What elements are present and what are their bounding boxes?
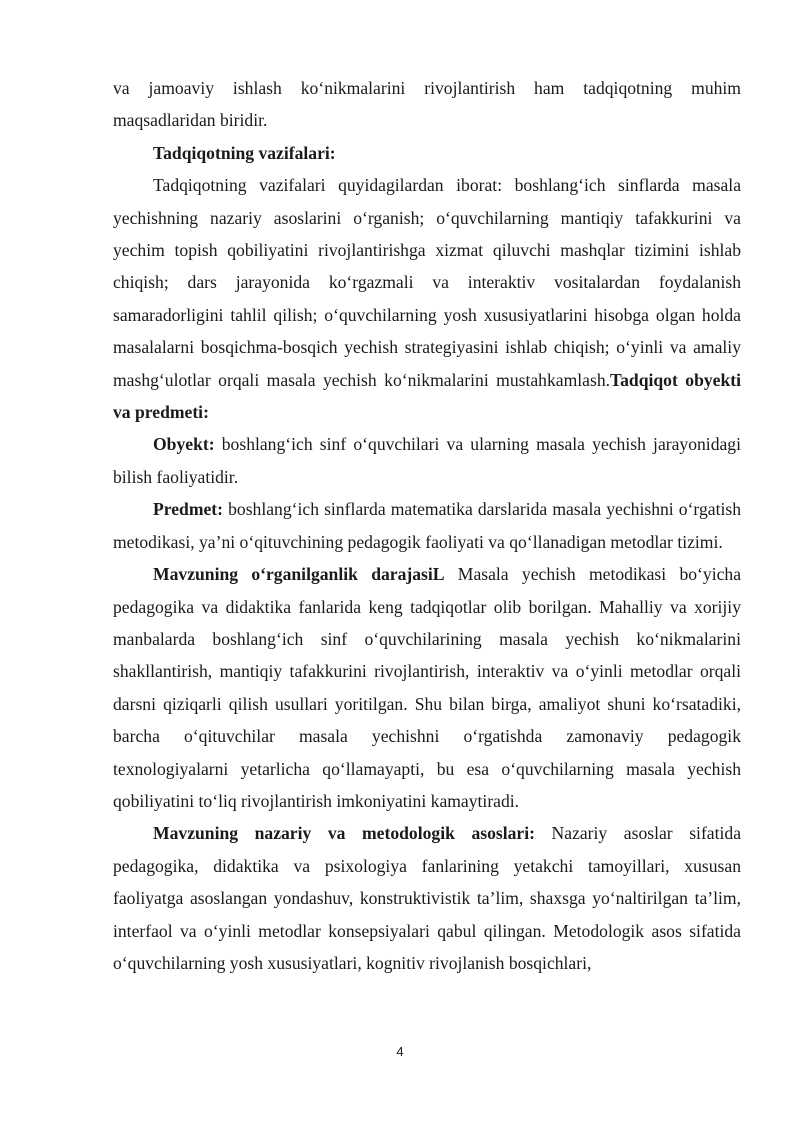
predmet-text: boshlang‘ich sinflarda matematika darslarida masala yechishni o‘rgatish metodikasi, ya’ni o‘qituvchining pedagogik faoliyati va qo‘llanadigan metodlar tizimi.	[113, 499, 741, 552]
asoslar-paragraph	[113, 817, 741, 979]
vazifalar-paragraph	[113, 169, 741, 428]
asoslar-label: Mavzuning nazariy va metodologik asoslari:	[153, 823, 535, 844]
obyekt-text: boshlang‘ich sinf o‘quvchilari va ularning masala yechish jarayonidagi bilish faoliyatidir.	[113, 434, 741, 487]
darajasi-label: Mavzuning o‘rganilganlik darajasiL	[153, 564, 445, 585]
darajasi-paragraph	[113, 558, 741, 817]
obyekt-predmet-heading: Tadqiqot obyekti va predmeti:	[113, 369, 741, 423]
paragraph-continuation: va jamoaviy ishlash ko‘nikmalarini rivojlantirish ham tadqiqotning muhim maqsadlaridan biridir.	[113, 78, 741, 131]
page-number: 4	[396, 1044, 404, 1059]
obyekt-label: Obyekt:	[153, 434, 215, 455]
vazifalar-heading: Tadqiqotning vazifalari:	[153, 142, 336, 163]
asoslar-text: Nazariy asoslar sifatida pedagogika, didaktika va psixologiya fanlarining yetakchi tamoyillari, xususan faoliyatga asoslangan yondashuv, konstruktivistik ta’lim, shaxsga yo‘naltirilgan ta’lim, interfaol va o‘yinli metodlar konsepsiyalari qabul qilingan. Metodologik asos sifatida o‘quvchilarning yosh xususiyatlari, kognitiv rivojlanish bosqichlari,	[113, 823, 741, 973]
vazifalar-body: Tadqiqotning vazifalari quyidagilardan iborat: boshlang‘ich sinflarda masala yechishning nazariy asoslarini o‘rganish; o‘quvchilarning mantiqiy tafakkurini va yechim topish qobiliyatini rivojlantirishga xizmat qiluvchi mashqlar tizimini ishlab chiqish; dars jarayonida ko‘rgazmali va interaktiv vositalardan foydalanish samaradorligini tahlil qilish; o‘quvchilarning yosh xususiyatlarini hisobga olgan holda masalalarni bosqichma-bosqich yechish strategiyasini ishlab chiqish; o‘yinli va amaliy mashg‘ulotlar orqali masala yechish ko‘nikmalarini mustahkamlash.	[113, 175, 741, 390]
document-page	[113, 72, 741, 979]
darajasi-text: Masala yechish metodikasi bo‘yicha pedagogika va didaktika fanlarida keng tadqiqotlar olib borilgan. Mahalliy va xorijiy manbalarda boshlang‘ich sinf o‘quvchilarining masala yechish ko‘nikmalarini shakllantirish, mantiqiy tafakkurini rivojlantirish, interaktiv va o‘yinli metodlar orqali darsni qiziqarli qilish usullari yoritilgan. Shu bilan birga, amaliyot shuni ko‘rsatadiki, barcha o‘qituvchilar masala yechishni o‘rgatishda zamonaviy pedagogik texnologiyalarni yetarlicha qo‘llamayapti, bu esa o‘quvchilarning masala yechish qobiliyatini to‘liq rivojlantirish imkoniyatini kamaytiradi.	[113, 564, 741, 811]
predmet-label: Predmet:	[153, 499, 224, 520]
predmet-paragraph	[113, 493, 741, 558]
obyekt-paragraph	[113, 428, 741, 493]
